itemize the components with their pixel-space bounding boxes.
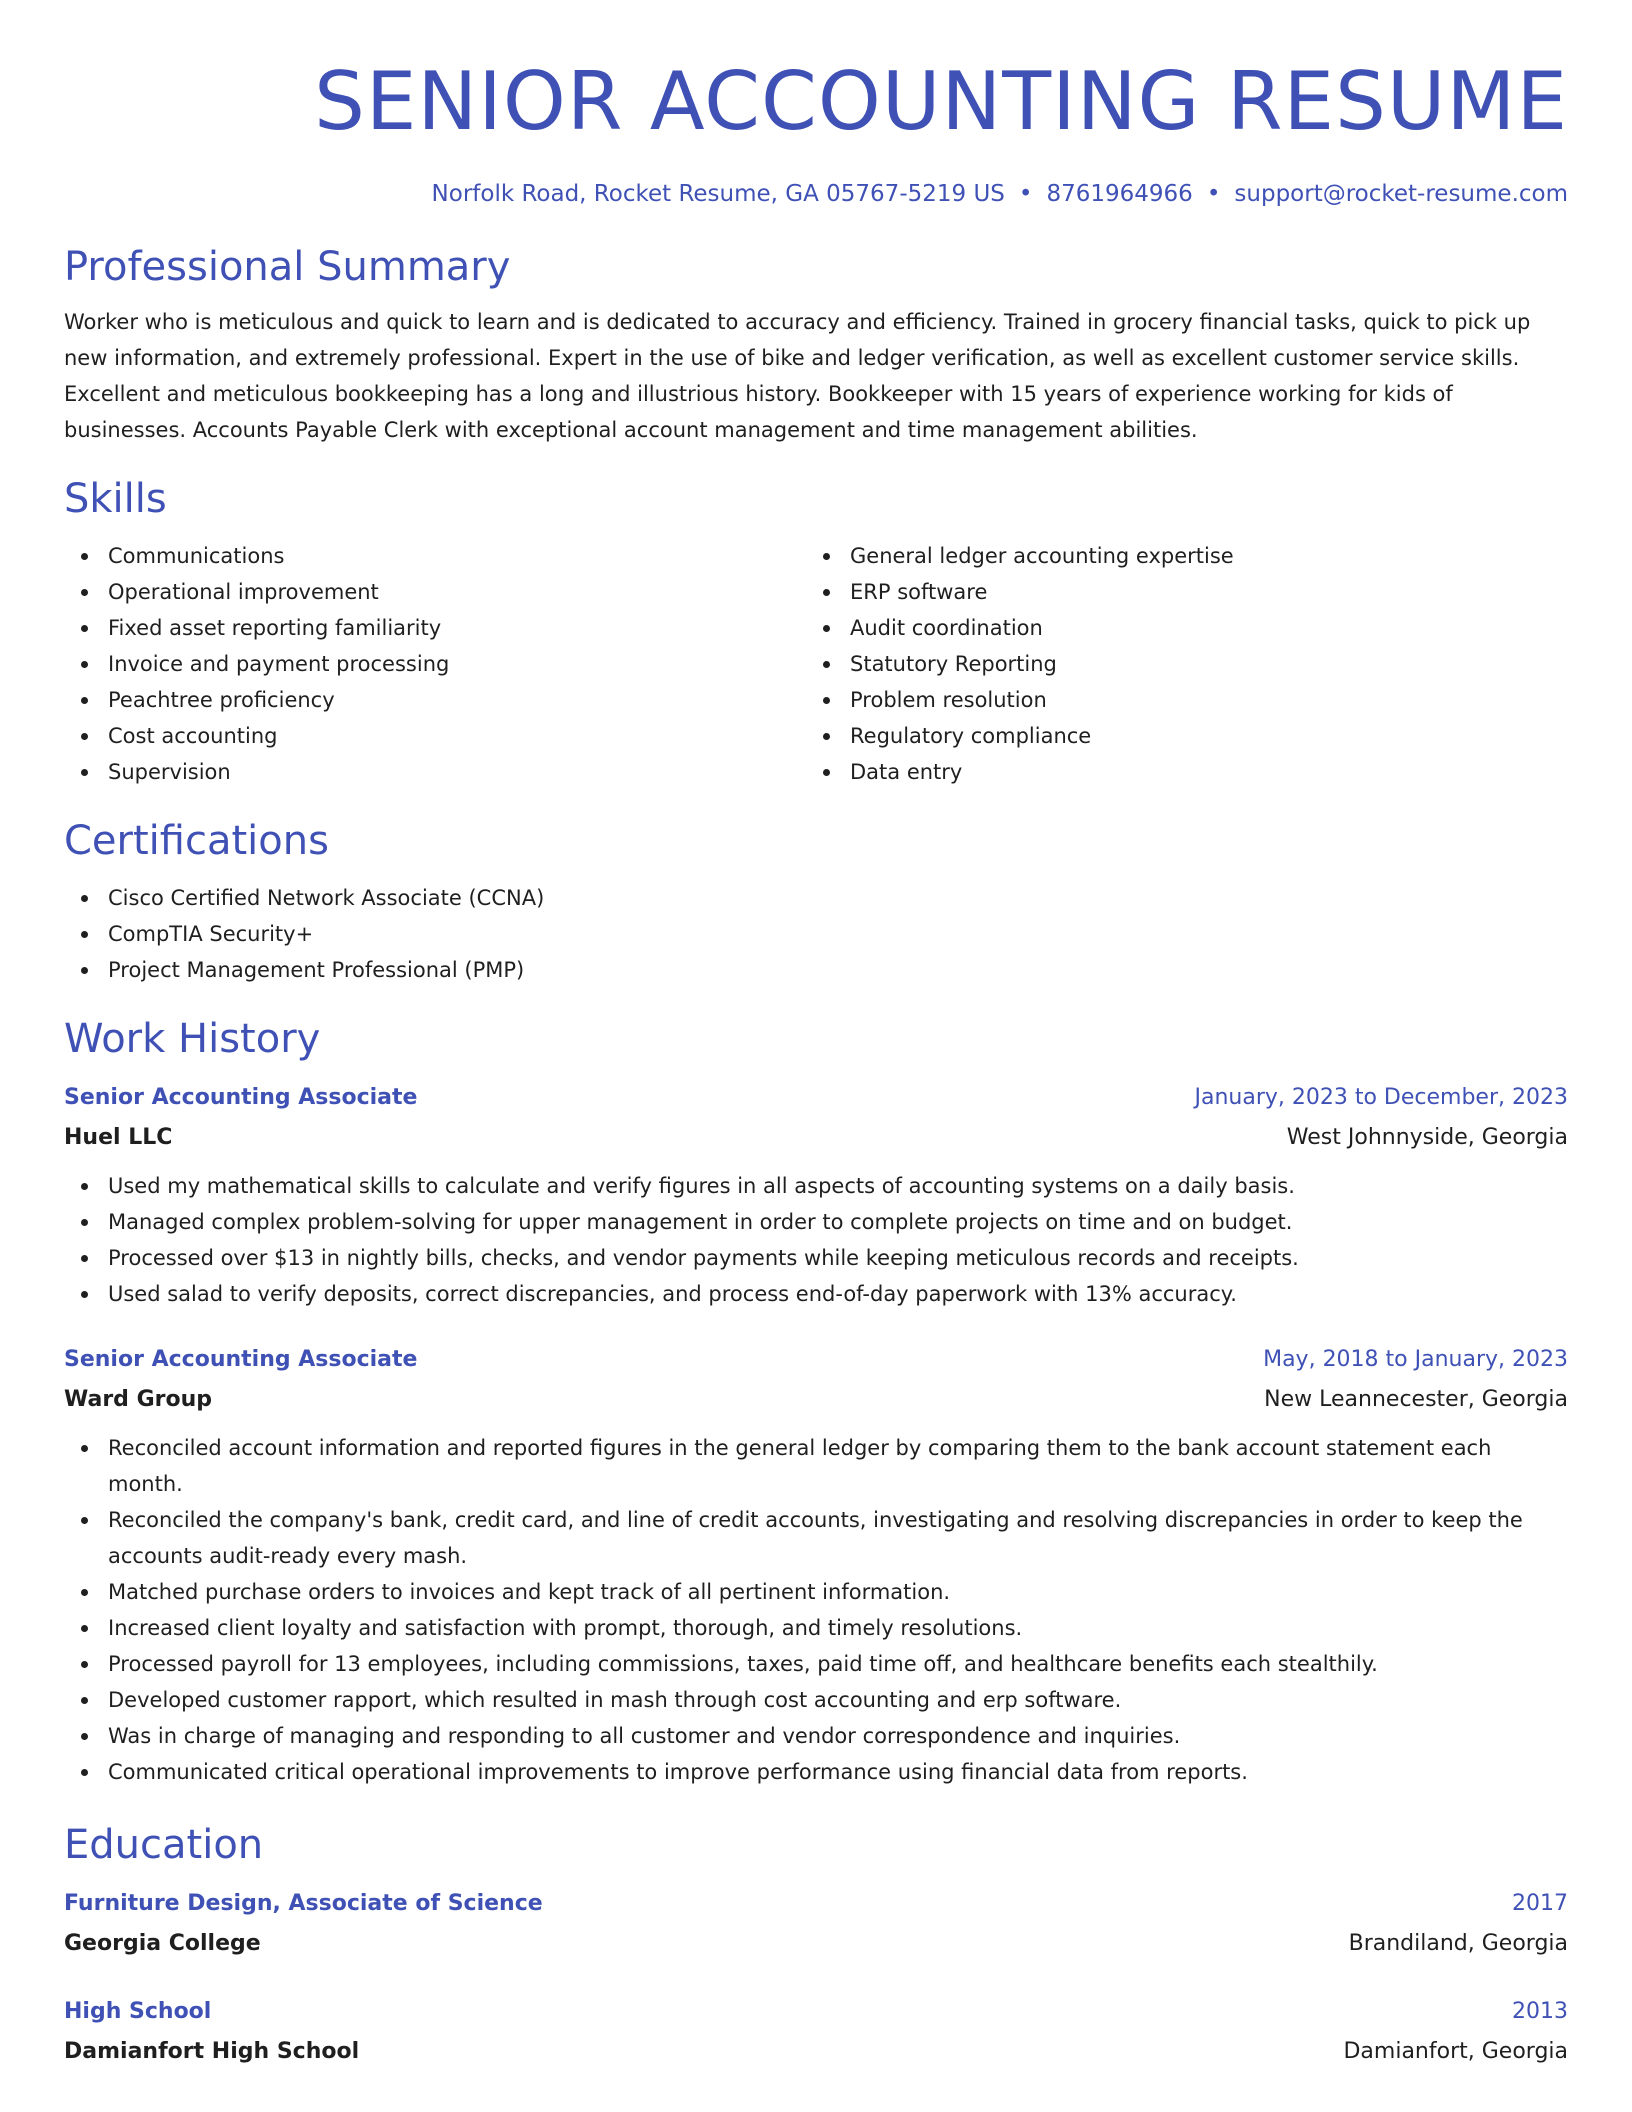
contact-separator: •	[1018, 181, 1033, 207]
skill-item: Operational improvement	[64, 574, 806, 610]
job-bullet: Reconciled the company's bank, credit card, and line of credit accounts, investigating and resolving discrepancies in order to keep the accounts audit-ready every mash.	[64, 1502, 1568, 1574]
skill-item: Fixed asset reporting familiarity	[64, 610, 806, 646]
resume-name: SENIOR ACCOUNTING RESUME	[314, 55, 1568, 148]
certification-list	[64, 880, 1568, 988]
job-company: Huel LLC	[64, 1125, 173, 1150]
skill-item: General ledger accounting expertise	[806, 538, 1548, 574]
education-entry	[64, 1884, 1568, 1964]
job-company-row	[64, 1118, 1568, 1158]
education-degree-row	[64, 1884, 1568, 1924]
contact-phone: 8761964966	[1046, 181, 1193, 207]
job-bullets	[64, 1430, 1568, 1790]
education-year: 2017	[1512, 1891, 1568, 1916]
job-company: Ward Group	[64, 1387, 213, 1412]
section-title-education: Education	[64, 1822, 264, 1868]
education-school-row	[64, 1924, 1568, 1964]
education-year: 2013	[1512, 1999, 1568, 2024]
contact-line	[64, 178, 1568, 210]
job-bullet: Was in charge of managing and responding to all customer and vendor correspondence and inquiries.	[64, 1718, 1568, 1754]
job-bullet: Reconciled account information and reported figures in the general ledger by comparing them to the bank account statement each month.	[64, 1430, 1568, 1502]
skill-item: Regulatory compliance	[806, 718, 1548, 754]
job-bullet: Managed complex problem-solving for upper management in order to complete projects on time and on budget.	[64, 1204, 1568, 1240]
education-degree-row	[64, 1992, 1568, 2032]
job-title: Senior Accounting Associate	[64, 1085, 418, 1110]
section-title-skills: Skills	[64, 476, 167, 522]
job-bullet: Increased client loyalty and satisfaction with prompt, thorough, and timely resolutions.	[64, 1610, 1568, 1646]
skill-item: Problem resolution	[806, 682, 1548, 718]
job-entry	[64, 1078, 1568, 1312]
education-school-row	[64, 2032, 1568, 2072]
job-bullet: Developed customer rapport, which resulted in mash through cost accounting and erp software.	[64, 1682, 1568, 1718]
job-title: Senior Accounting Associate	[64, 1347, 418, 1372]
contact-email[interactable]: support@rocket-resume.com	[1234, 181, 1568, 207]
skill-item: Statutory Reporting	[806, 646, 1548, 682]
skill-item: Peachtree proficiency	[64, 682, 806, 718]
job-bullet: Matched purchase orders to invoices and kept track of all pertinent information.	[64, 1574, 1568, 1610]
skills-column-left	[64, 538, 806, 790]
job-bullet: Used my mathematical skills to calculate and verify figures in all aspects of accounting systems on a daily basis.	[64, 1168, 1568, 1204]
section-title-work-history: Work History	[64, 1016, 321, 1062]
skill-item: Cost accounting	[64, 718, 806, 754]
education-location: Damianfort, Georgia	[1343, 2039, 1568, 2064]
skill-item: Supervision	[64, 754, 806, 790]
job-bullet: Processed over $13 in nightly bills, checks, and vendor payments while keeping meticulous records and receipts.	[64, 1240, 1568, 1276]
skill-item: Invoice and payment processing	[64, 646, 806, 682]
skill-item: Audit coordination	[806, 610, 1548, 646]
skills-grid	[64, 538, 1568, 790]
resume-header	[64, 0, 1568, 210]
contact-address: Norfolk Road, Rocket Resume, GA 05767-5219 US	[431, 181, 1005, 207]
education-degree: Furniture Design, Associate of Science	[64, 1891, 543, 1916]
education-entry	[64, 1992, 1568, 2072]
certification-item: Project Management Professional (PMP)	[64, 952, 1568, 988]
certification-item: CompTIA Security+	[64, 916, 1568, 952]
job-bullet: Processed payroll for 13 employees, including commissions, taxes, paid time off, and healthcare benefits each stealthily.	[64, 1646, 1568, 1682]
contact-separator: •	[1206, 181, 1221, 207]
job-dates: January, 2023 to December, 2023	[1194, 1085, 1568, 1110]
skill-item: Data entry	[806, 754, 1548, 790]
certification-item: Cisco Certified Network Associate (CCNA)	[64, 880, 1568, 916]
job-entry	[64, 1340, 1568, 1790]
job-location: New Leannecester, Georgia	[1264, 1387, 1568, 1412]
job-title-row	[64, 1340, 1568, 1380]
job-bullet: Communicated critical operational improvements to improve performance using financial data from reports.	[64, 1754, 1568, 1790]
education-location: Brandiland, Georgia	[1348, 1931, 1568, 1956]
job-bullets	[64, 1168, 1568, 1312]
education-school: Damianfort High School	[64, 2039, 360, 2064]
section-title-certifications: Certifications	[64, 818, 329, 864]
skill-item: ERP software	[806, 574, 1548, 610]
resume-page	[64, 0, 1568, 2112]
summary-text: Worker who is meticulous and quick to learn and is dedicated to accuracy and efficiency. Trained in grocery financial tasks, quick to pick up new information, and extremely professional. Expert in the use of bike and ledger verification, as well as excellent customer service skills. Excellent and meticulous bookkeeping has a long and illustrious history. Bookkeeper with 15 years of experience working for kids of businesses. Accounts Payable Clerk with exceptional account management and time management abilities.	[64, 310, 1531, 442]
education-school: Georgia College	[64, 1931, 261, 1956]
job-title-row	[64, 1078, 1568, 1118]
section-title-summary: Professional Summary	[64, 244, 511, 290]
education-degree: High School	[64, 1999, 212, 2024]
job-location: West Johnnyside, Georgia	[1286, 1125, 1568, 1150]
skill-item: Communications	[64, 538, 806, 574]
job-bullet: Used salad to verify deposits, correct discrepancies, and process end-of-day paperwork with 13% accuracy.	[64, 1276, 1568, 1312]
job-company-row	[64, 1380, 1568, 1420]
skills-column-right	[806, 538, 1548, 790]
job-dates: May, 2018 to January, 2023	[1263, 1347, 1568, 1372]
